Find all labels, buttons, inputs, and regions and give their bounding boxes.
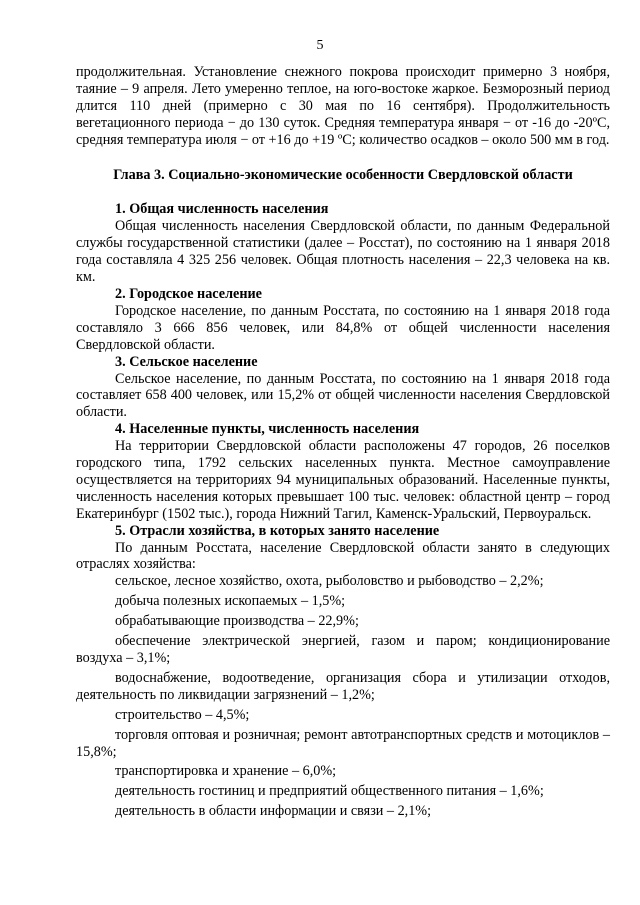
section-heading-rural: 3. Сельское население [115,353,258,370]
list-item: деятельность в области информации и связи – 2,1%; [115,803,432,820]
section-text-urban: Городское население, по данным Росстата, по состоянию на 1 января 2018 года составляло 3 666 856 человек, или 84,8% от общей численности населения Свердловской области. [76,302,610,353]
section-text-settlements: На территории Свердловской области расположены 47 городов, 26 поселков городского типа, 1792 сельских населенных пункта. Местное самоуправление осуществляется на территориях 94 муниципальных образований. Населенные пункты, численность населения которых превышает 100 тыс. человек: областной центр – город Екатеринбург (1502 тыс.), города Нижний Тагил, Каменск-Уральский, Первоуральск. [76,438,610,522]
page-number: 5 [316,38,324,53]
section-heading-population: 1. Общая численность населения [115,201,329,218]
list-item: деятельность гостиниц и предприятий общественного питания – 1,6%; [115,783,544,800]
section-heading-industries: 5. Отрасли хозяйства, в которых занято население [115,522,440,539]
list-item: водоснабжение, водоотведение, организация сбора и утилизации отходов, деятельность по ликвидации загрязнений – 1,2%; [76,669,610,703]
list-item: добыча полезных ископаемых – 1,5%; [115,593,346,610]
list-item: обрабатывающие производства – 22,9%; [115,613,359,630]
intro-paragraph: продолжительная. Установление снежного покрова происходит примерно 3 ноября, таяние – 9 апреля. Лето умеренно теплое, на юго-востоке жаркое. Безморозный период длится 110 дней (примерно с 30 мая по 16 сентября). Продолжительность вегетационного периода − до 130 суток. Средняя температура января − от -16 до -20ºС, средняя температура июля − от +16 до +19 ºС; количество осадков – около 500 мм в год. [76,64,610,148]
document-body [76,64,610,820]
list-item: торговля оптовая и розничная; ремонт автотранспортных средств и мотоциклов – 15,8%; [76,726,610,760]
industry-list [76,573,610,820]
list-item: транспортировка и хранение – 6,0%; [115,763,337,780]
section-heading-urban: 2. Городское население [115,285,262,302]
list-item: строительство – 4,5%; [115,706,250,723]
section-text-rural: Сельское население, по данным Росстата, по состоянию на 1 января 2018 года составляет 658 400 человек, или 15,2% от общей численности населения Свердловской области. [76,370,610,421]
list-item: обеспечение электрической энергией, газом и паром; кондиционирование воздуха – 3,1%; [76,633,610,666]
section-text-population: Общая численность населения Свердловской области, по данным Федеральной службы государственной статистики (далее – Росстат), по состоянию на 1 января 2018 года составляла 4 325 256 человек. Общая плотность населения – 22,3 человека на кв. км. [76,218,610,286]
list-item: сельское, лесное хозяйство, охота, рыболовство и рыбоводство – 2,2%; [115,573,544,590]
chapter-title: Глава 3. Социально-экономические особенности Свердловской области [113,166,573,183]
section-text-industries: По данным Росстата, население Свердловской области занято в следующих отраслях хозяйства: [76,539,610,573]
section-heading-settlements: 4. Населенные пункты, численность населения [115,421,420,438]
